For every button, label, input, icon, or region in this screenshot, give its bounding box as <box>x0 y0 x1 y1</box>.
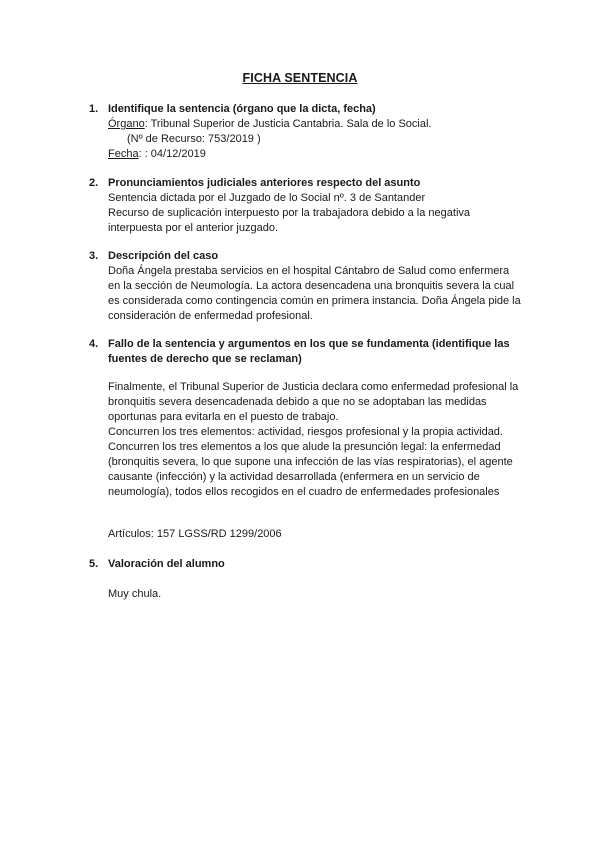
recurso-line: (Nº de Recurso: 753/2019 ) <box>127 133 261 145</box>
section-4-line: bronquitis severa desencadenada debido a que no se adoptaban las medidas <box>108 396 487 408</box>
section-5-body <box>89 587 529 602</box>
section-3-line: en la sección de Neumología. La actora desencadena una bronquitis severa la cual <box>108 280 515 292</box>
fecha-value: : : 04/12/2019 <box>138 148 206 160</box>
section-2-line: Sentencia dictada por el Juzgado de lo Social nº. 3 de Santander <box>108 192 426 204</box>
section-1-number: 1. <box>89 103 99 115</box>
section-2-line: Recurso de suplicación interpuesto por la trabajadora debido a la negativa <box>108 207 471 219</box>
section-4-number: 4. <box>89 338 99 350</box>
section-4-heading-line: Fallo de la sentencia y argumentos en los que se fundamenta (identifique las <box>108 338 510 350</box>
section-1-heading-text: Identifique la sentencia (órgano que la dicta, fecha) <box>108 103 376 115</box>
section-5-heading <box>89 557 529 572</box>
section-5-number: 5. <box>89 558 99 570</box>
section-4-body <box>89 380 529 500</box>
section-3-heading <box>89 249 529 264</box>
section-2-number: 2. <box>89 177 99 189</box>
section-3-number: 3. <box>89 250 99 262</box>
section-5 <box>89 557 529 572</box>
section-4-line: (bronquitis severa, lo que supone una infección de las vías respiratorias), el agente <box>108 456 513 468</box>
section-2-line: interpuesta por el anterior juzgado. <box>108 222 278 234</box>
section-4-line: Finalmente, el Tribunal Superior de Justicia declara como enfermedad profesional la <box>108 381 519 393</box>
section-4-line: Concurren los tres elementos: actividad, riesgos profesional y la propia actividad. <box>108 426 503 438</box>
section-3-line: es considerada como contingencia común en primera instancia. Doña Ángela pide la <box>108 295 521 307</box>
section-4-line: neumología), todos ellos recogidos en el cuadro de enfermedades profesionales <box>108 486 500 498</box>
section-4-line: causante (infección) y la actividad desarrollada (enfermera en un servicio de <box>108 471 480 483</box>
section-3-heading-text: Descripción del caso <box>108 250 219 262</box>
articulos <box>89 527 529 542</box>
section-3 <box>89 249 529 324</box>
section-4-heading-line: fuentes de derecho que se reclaman) <box>108 353 302 365</box>
section-4-line: oportunas para evitarla en el puesto de trabajo. <box>108 411 339 423</box>
section-4 <box>89 337 529 367</box>
section-2-heading-text: Pronunciamientos judiciales anteriores respecto del asunto <box>108 177 421 189</box>
articulos-text: Artículos: 157 LGSS/RD 1299/2006 <box>108 528 282 540</box>
section-3-line: Doña Ángela prestaba servicios en el hospital Cántabro de Salud como enfermera <box>108 265 510 277</box>
section-4-line: Concurren los tres elementos a los que alude la presunción legal: la enfermedad <box>108 441 501 453</box>
fecha-line <box>89 147 529 162</box>
organo-value: : Tribunal Superior de Justicia Cantabria. Sala de lo Social. <box>144 118 432 130</box>
section-1 <box>89 102 529 162</box>
section-4-heading <box>89 337 529 367</box>
fecha-label: Fecha <box>108 148 139 160</box>
organo-line <box>89 117 529 132</box>
section-2 <box>89 176 529 236</box>
section-1-heading <box>89 102 529 117</box>
section-5-heading-text: Valoración del alumno <box>108 558 225 570</box>
document-title: FICHA SENTENCIA <box>242 71 358 85</box>
valoracion-text: Muy chula. <box>108 588 162 600</box>
organo-label: Órgano <box>108 118 145 130</box>
section-3-line: consideración de enfermedad profesional. <box>108 310 313 322</box>
section-2-heading <box>89 176 529 191</box>
